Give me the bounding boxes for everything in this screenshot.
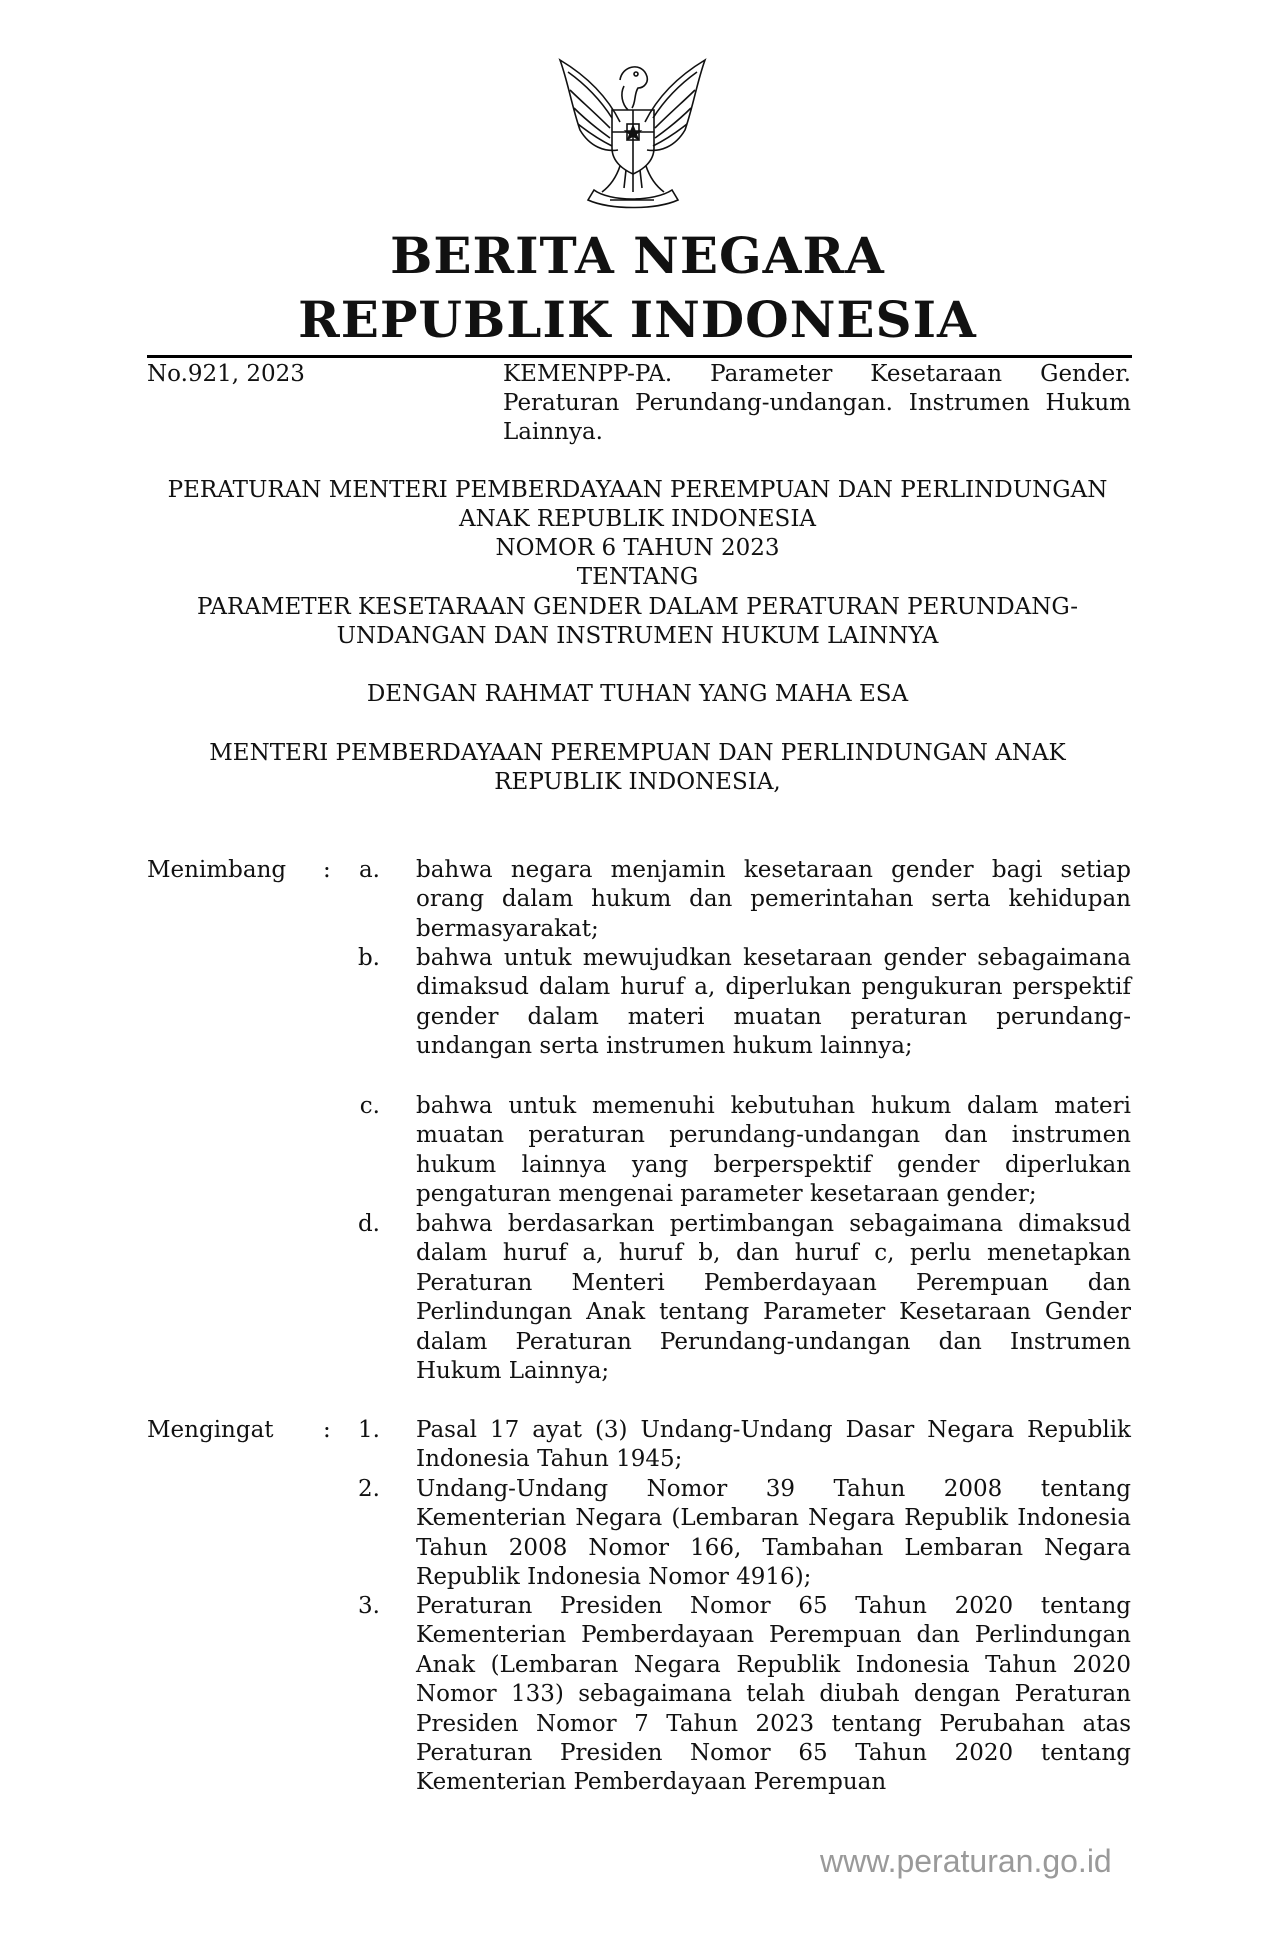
header-divider	[147, 355, 1132, 358]
mengingat-mark-2: 2.	[358, 1476, 380, 1502]
mengingat-item-1: Pasal 17 ayat (3) Undang-Undang Dasar Negara Republik Indonesia Tahun 1945;	[416, 1417, 1131, 1473]
menimbang-mark-a: a.	[358, 857, 380, 883]
mengingat-mark-3: 3.	[358, 1593, 380, 1619]
menimbang-item-c: bahwa untuk memenuhi kebutuhan hukum dalam materi muatan peraturan perundang-undangan dan instrumen hukum lainnya yang berperspektif gender diperlukan pengaturan mengenai parameter kesetaraan gender;	[416, 1093, 1131, 1208]
blessing-line: DENGAN RAHMAT TUHAN YANG MAHA ESA	[366, 681, 909, 707]
regulation-number: NOMOR 6 TAHUN 2023	[495, 535, 780, 561]
footer-url: www.peraturan.go.id	[820, 1843, 1112, 1879]
menimbang-colon: :	[323, 857, 331, 883]
gazette-category: KEMENPP-PA. Parameter Kesetaraan Gender. Peraturan Perundang-undangan. Instrumen Hukum Lainnya.	[503, 361, 1131, 445]
menimbang-item-b: bahwa untuk mewujudkan kesetaraan gender sebagaimana dimaksud dalam huruf a, diperlukan pengukuran perspektif gender dalam materi muatan peraturan perundang-undangan serta instrumen hukum lainnya;	[416, 945, 1131, 1060]
menimbang-mark-c: c.	[359, 1093, 380, 1119]
regulation-tentang: TENTANG	[576, 564, 699, 590]
menimbang-mark-d: d.	[357, 1211, 380, 1237]
regulation-title-line2: ANAK REPUBLIK INDONESIA	[458, 506, 817, 532]
gazette-title-line1: BERITA NEGARA	[390, 226, 885, 285]
menimbang-item-a: bahwa negara menjamin kesetaraan gender bagi setiap orang dalam hukum dan pemerintahan serta kehidupan bermasyarakat;	[416, 857, 1131, 942]
gazette-number: No.921, 2023	[147, 361, 305, 387]
gazette-title-line2: REPUBLIK INDONESIA	[298, 290, 977, 349]
menimbang-item-d: bahwa berdasarkan pertimbangan sebagaimana dimaksud dalam huruf a, huruf b, dan huruf c, perlu menetapkan Peraturan Menteri Pemberdayaan Perempuan dan Perlindungan Anak tentang Parameter Kesetaraan Gender dalam Peraturan Perundang-undangan dan Instrumen Hukum Lainnya;	[416, 1211, 1131, 1385]
regulation-subject-line1: PARAMETER KESETARAAN GENDER DALAM PERATURAN PERUNDANG-	[197, 594, 1078, 620]
regulation-subject-line2: UNDANGAN DAN INSTRUMEN HUKUM LAINNYA	[336, 623, 939, 649]
minister-line2: REPUBLIK INDONESIA,	[494, 769, 781, 795]
minister-line1: MENTERI PEMBERDAYAAN PEREMPUAN DAN PERLINDUNGAN ANAK	[209, 740, 1066, 766]
garuda-emblem-icon	[550, 52, 715, 212]
mengingat-item-2: Undang-Undang Nomor 39 Tahun 2008 tentang Kementerian Negara (Lembaran Negara Republik Indonesia Tahun 2008 Nomor 166, Tambahan Lembaran Negara Republik Indonesia Nomor 4916);	[416, 1476, 1131, 1591]
mengingat-colon: :	[323, 1417, 331, 1443]
menimbang-label: Menimbang	[147, 857, 287, 883]
mengingat-item-3: Peraturan Presiden Nomor 65 Tahun 2020 tentang Kementerian Pemberdayaan Perempuan dan Perlindungan Anak (Lembaran Negara Republik Indonesia Tahun 2020 Nomor 133) sebagaimana telah diubah dengan Peraturan Presiden Nomor 7 Tahun 2023 tentang Perubahan atas Peraturan Presiden Nomor 65 Tahun 2020 tentang Kementerian Pemberdayaan Perempuan	[416, 1593, 1131, 1796]
mengingat-label: Mengingat	[147, 1417, 274, 1443]
mengingat-mark-1: 1.	[358, 1417, 380, 1443]
menimbang-mark-b: b.	[357, 945, 380, 971]
regulation-title-line1: PERATURAN MENTERI PEMBERDAYAAN PEREMPUAN DAN PERLINDUNGAN	[167, 477, 1108, 503]
